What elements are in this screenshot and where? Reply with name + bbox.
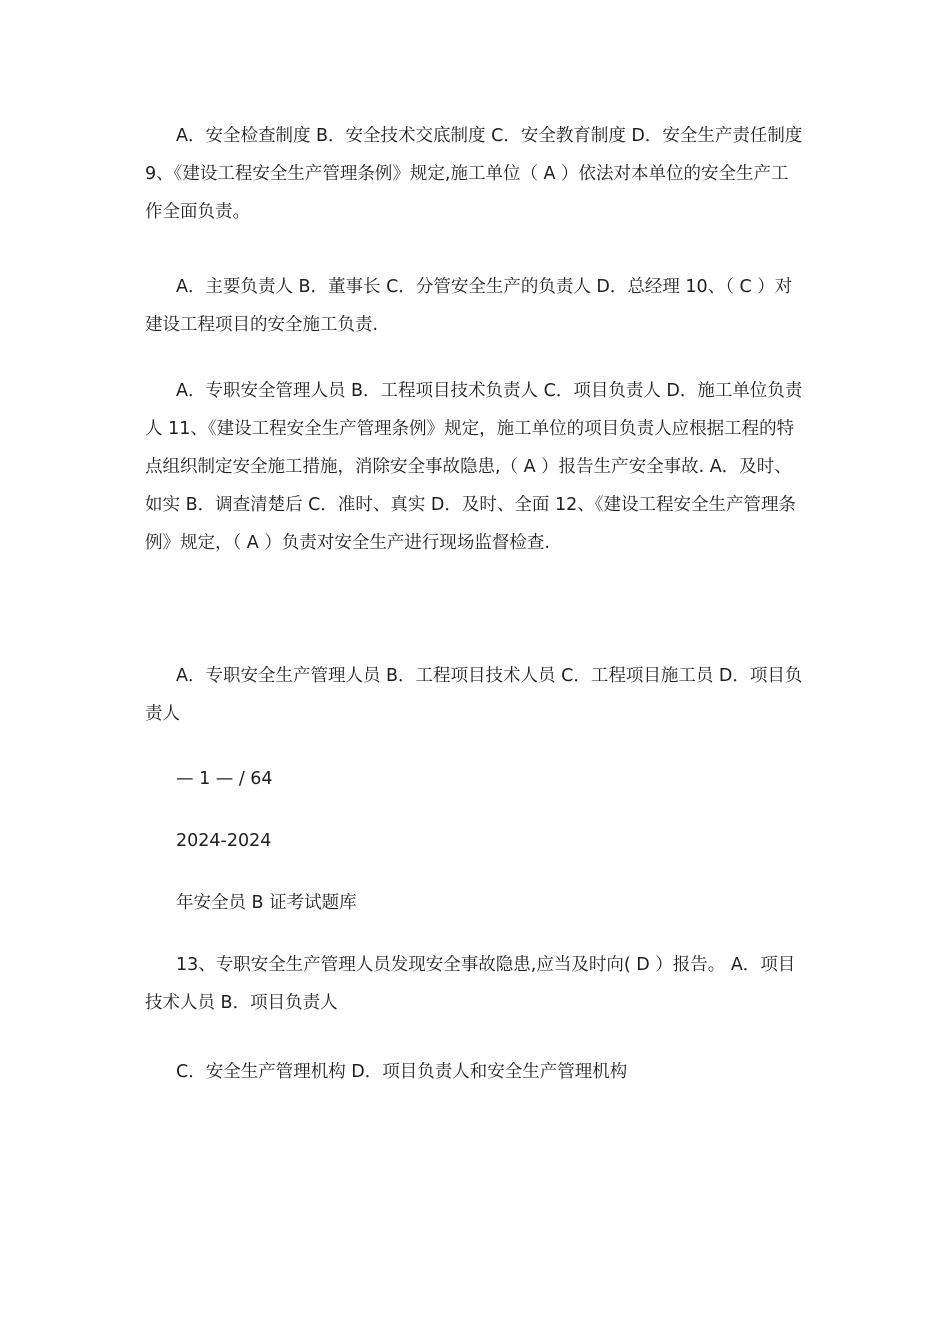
header-title: 年安全员 B 证考试题库 xyxy=(176,893,357,913)
paragraph-q12-options: A．专职安全生产管理人员 B．工程项目技术人员 C．工程项目施工员 D．项目负责人 xyxy=(145,666,803,724)
paragraph-q13: 13、专职安全生产管理人员发现安全事故隐患,应当及时向( D ）报告。 A．项目技术人员 B．项目负责人 xyxy=(145,955,796,1013)
header-year: 2024-2024 xyxy=(176,831,272,851)
paragraph-q9-options-q10: A．主要负责人 B．董事长 C．分管安全生产的负责人 D．总经理 10、（ C ）对建设工程项目的安全施工负责. xyxy=(145,277,793,335)
paragraph-q10-options-q11-q12: A．专职安全管理人员 B．工程项目技术负责人 C．项目负责人 D．施工单位负责人 11、《建设工程安全生产管理条例》规定，施工单位的项目负责人应根据工程的特点组织制定安全施工措施，消除安全事故隐患,（ A ）报告生产安全事故. A．及时、如实 B．调查清楚后 C．准时、真实 D．及时、全面 12、《建设工程安全生产管理条例》规定，（ A ）负责对安全生产进行现场监督检查. xyxy=(145,381,803,553)
paragraph-q8-options-q9: A．安全检查制度 B．安全技术交底制度 C．安全教育制度 D．安全生产责任制度 9、《建设工程安全生产管理条例》规定,施工单位（ A ）依法对本单位的安全生产工作全面负责。 xyxy=(145,126,803,222)
paragraph-q13-options: C．安全生产管理机构 D．项目负责人和安全生产管理机构 xyxy=(176,1062,628,1082)
page-number: — 1 — / 64 xyxy=(176,769,273,789)
